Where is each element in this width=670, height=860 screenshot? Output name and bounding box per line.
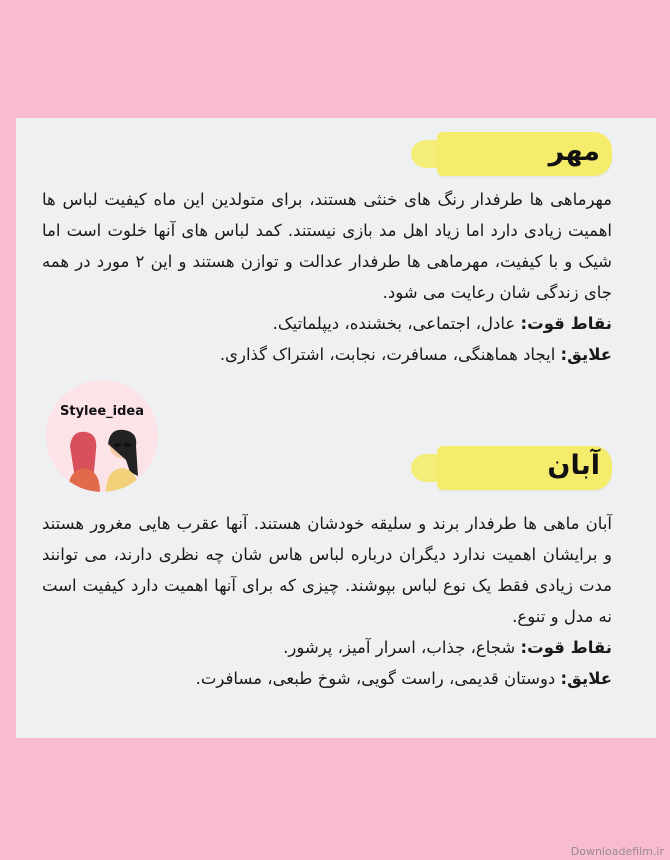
section-title: آبان bbox=[547, 450, 600, 481]
strengths-label: نقاط قوت: bbox=[520, 638, 612, 657]
interests-label: علایق: bbox=[560, 345, 612, 364]
interests-line bbox=[42, 339, 612, 370]
section-description: مهرماهی ها طرفدار رنگ های خنثی هستند، برای متولدین این ماه کیفیت لباس ها اهمیت زیادی دارد اما زیاد اهل مد بازی نیستند. کمد لباس های آنها خلوت است اما شیک و با کیفیت، مهرماهی ها طرفدار عدالت و توازن هستند و این ۲ مورد در همه جای زندگی شان رعایت می شود. bbox=[42, 190, 612, 302]
logo-text: Stylee_idea bbox=[60, 404, 144, 419]
section-body-mehr bbox=[42, 184, 612, 370]
strengths-line bbox=[42, 308, 612, 339]
section-description: آبان ماهی ها طرفدار برند و سلیقه خودشان هستند. آنها عقرب هایی مغرور هستند و برایشان اهمیت ندارد دیگران درباره لباس هاس شان چه نظری دارند، می توانند مدت زیادی فقط یک نوع لباس بپوشند. چیزی که برای آنها اهمیت دارد کیفیت است نه مدل و تنوع. bbox=[42, 514, 612, 626]
interests-text: ایجاد هماهنگی، مسافرت، نجابت، اشتراک گذاری. bbox=[219, 345, 556, 364]
section-title: مهر bbox=[548, 136, 600, 167]
section-heading-mehr bbox=[437, 132, 612, 176]
strengths-line bbox=[42, 632, 612, 663]
logo-illustration-icon bbox=[46, 380, 158, 492]
heading-highlight bbox=[437, 132, 612, 176]
watermark: Downloadefilm.ir bbox=[570, 845, 664, 858]
section-heading-aban bbox=[437, 446, 612, 490]
strengths-label: نقاط قوت: bbox=[520, 314, 612, 333]
interests-label: علایق: bbox=[560, 669, 612, 688]
strengths-text: عادل، اجتماعی، بخشنده، دیپلماتیک. bbox=[272, 314, 516, 333]
interests-text: دوستان قدیمی، راست گویی، شوخ طبعی، مسافرت. bbox=[195, 669, 556, 688]
brand-logo bbox=[46, 380, 158, 492]
interests-line bbox=[42, 663, 612, 694]
strengths-text: شجاع، جذاب، اسرار آمیز، پرشور. bbox=[283, 638, 516, 657]
heading-highlight bbox=[437, 446, 612, 490]
section-body-aban bbox=[42, 508, 612, 694]
